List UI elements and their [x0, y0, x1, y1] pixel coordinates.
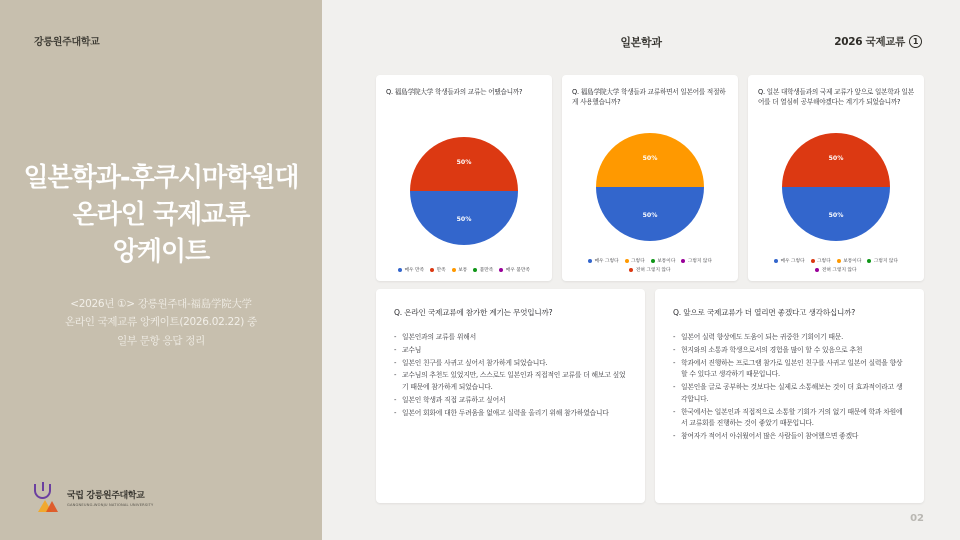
legend-color-dot	[430, 268, 434, 272]
legend-item	[837, 258, 862, 264]
left-panel	[0, 0, 322, 540]
logo-text-korean: 국립 강릉원주대학교	[67, 490, 145, 501]
legend-color-dot	[811, 259, 815, 263]
legend-item	[629, 267, 670, 273]
pie-label-top: 50%	[828, 154, 844, 162]
legend-color-dot	[837, 259, 841, 263]
list-item: - 일본인과의 교류를 위해서	[394, 332, 627, 344]
legend-color-dot	[452, 268, 456, 272]
chart-question: Q. 일본 대학생들과의 국제 교류가 앞으로 일본학과 일본어를 더 열심히 공부해야겠다는 계기가 되었습니까?	[758, 88, 914, 107]
chart-legend	[572, 252, 728, 273]
page-number: 02	[910, 513, 924, 524]
list-item: - 교수님	[394, 345, 627, 357]
legend-item	[867, 258, 898, 264]
pie-label-top: 50%	[642, 154, 658, 162]
legend-label: 그렇지 않다	[687, 259, 712, 264]
legend-color-dot	[651, 259, 655, 263]
list-item: - 교수님의 추천도 있었지만, 스스로도 일본인과 직접적인 교류를 더 해보고 싶었기 때문에 참가하게 되었습니다.	[394, 370, 627, 393]
list-item: - 한국에서는 일본인과 직접적으로 소통할 기회가 거의 없기 때문에 학과 차원에서 교류회를 진행하는 것이 좋았기 때문입니다.	[673, 407, 906, 430]
legend-color-dot	[625, 259, 629, 263]
header-right-label	[834, 34, 922, 49]
pie-label-top: 50%	[456, 159, 472, 166]
legend-label: 전혀 그렇지 않다	[821, 268, 857, 273]
list-item: - 참여자가 적어서 아쉬웠어서 많은 사람들이 참여했으면 좋겠다	[673, 431, 906, 443]
logo-mark-icon	[34, 482, 60, 512]
chart-question: Q. 福島学院大学 학생들과 교류하면서 일본어를 적절하게 사용했습니까?	[572, 88, 726, 107]
legend-item	[398, 267, 424, 273]
legend-label: 보통	[458, 268, 468, 273]
legend-color-dot	[867, 259, 871, 263]
page-subtitle	[0, 295, 322, 350]
legend-label: 그렇다	[817, 259, 831, 264]
legend-item	[774, 258, 805, 264]
header-right-text: 2026 국제교류	[834, 36, 905, 48]
legend-label: 보통이다	[843, 259, 862, 264]
list-item: - 일본어 회화에 대한 두려움을 없애고 실력을 올리기 위해 참가하였습니다	[394, 408, 627, 420]
university-name: 강릉원주대학교	[34, 37, 100, 48]
legend-item	[651, 258, 676, 264]
page-title	[0, 160, 322, 271]
answer-question: Q. 앞으로 국제교류가 더 열리면 좋겠다고 생각하십니까?	[673, 308, 856, 317]
legend-color-dot	[473, 268, 477, 272]
legend-label: 매우 그렇다	[594, 259, 619, 264]
list-item: - 일본인 친구를 사귀고 싶어서 참가하게 되었습니다.	[394, 358, 627, 370]
chart-card	[376, 75, 552, 281]
pie-chart	[386, 121, 542, 261]
list-item: - 일본인을 글로 공부하는 것보다는 실제로 소통해보는 것이 더 효과적이라고 생각합니다.	[673, 382, 906, 405]
header-circle-number: 1	[909, 35, 922, 48]
legend-label: 그렇다	[631, 259, 645, 264]
legend-item	[815, 267, 856, 273]
legend-item	[430, 267, 446, 273]
legend-item	[588, 258, 619, 264]
legend-item	[473, 267, 493, 273]
legend-item	[681, 258, 712, 264]
chart-question: Q. 福島学院大学 학생들과의 교류는 어땠습니까?	[386, 88, 523, 96]
pie-slices	[410, 137, 518, 245]
legend-color-dot	[774, 259, 778, 263]
pie-slices	[596, 133, 704, 241]
subtitle-line-2: 온라인 국제교류 앙케이트(2026.02.22) 중	[65, 316, 257, 329]
legend-color-dot	[681, 259, 685, 263]
legend-color-dot	[629, 268, 633, 272]
text-card-row	[376, 289, 924, 503]
legend-label: 전혀 그렇지 않다	[635, 268, 671, 273]
legend-label: 매우 만족	[404, 268, 425, 273]
subtitle-line-1: <2026년 ①> 강릉원주대-福島学院大学	[70, 298, 252, 310]
list-item: - 일본어 실력 향상에도 도움이 되는 귀중한 기회이기 때문.	[673, 332, 906, 344]
legend-item	[625, 258, 645, 264]
list-item: - 학과에서 진행하는 프로그램 참가로 일본인 친구를 사귀고 일본어 실력을 향상할 수 있다고 생각하기 때문입니다.	[673, 358, 906, 381]
title-line-3: 앙케이트	[112, 236, 210, 267]
logo-text-english: GANGNEUNG-WONJU NATIONAL UNIVERSITY	[67, 502, 154, 507]
legend-item	[811, 258, 831, 264]
answer-list	[394, 332, 627, 419]
legend-color-dot	[815, 268, 819, 272]
title-line-1: 일본학과-후쿠시마학원대	[23, 163, 299, 193]
pie-label-bottom: 50%	[828, 211, 844, 219]
subtitle-line-3: 일부 문항 응답 정리	[117, 334, 205, 347]
legend-color-dot	[588, 259, 592, 263]
chart-card	[748, 75, 924, 281]
pie-label-bottom: 50%	[456, 216, 472, 223]
answer-card	[376, 289, 645, 503]
legend-label: 보통이다	[657, 259, 676, 264]
legend-item	[499, 267, 530, 273]
legend-label: 불만족	[479, 268, 494, 273]
legend-label: 매우 불만족	[505, 268, 530, 273]
pie-chart	[572, 121, 728, 252]
legend-color-dot	[499, 268, 503, 272]
legend-item	[452, 267, 468, 273]
chart-legend	[386, 261, 542, 273]
legend-label: 매우 그렇다	[780, 259, 805, 264]
list-item: - 일본인 학생과 직접 교류하고 싶어서	[394, 395, 627, 407]
chart-card	[562, 75, 738, 281]
answer-list	[673, 332, 906, 442]
pie-label-bottom: 50%	[642, 211, 658, 219]
answer-card	[655, 289, 924, 503]
right-panel	[322, 0, 960, 540]
legend-color-dot	[398, 268, 402, 272]
list-item: - 현지와의 소통과 학생으로서의 경험을 많이 할 수 있음으로 추천	[673, 345, 906, 357]
title-line-2: 온라인 국제교류	[72, 199, 250, 230]
legend-label: 만족	[436, 268, 446, 273]
university-logo	[34, 482, 153, 512]
pie-slices	[782, 133, 890, 241]
document-title: 일본학과	[620, 36, 662, 49]
answer-question: Q. 온라인 국제교류에 참가한 계기는 무엇입니까?	[394, 308, 553, 317]
chart-legend	[758, 252, 914, 273]
legend-label: 그렇지 않다	[873, 259, 898, 264]
chart-card-row	[376, 75, 924, 281]
pie-chart	[758, 121, 914, 252]
